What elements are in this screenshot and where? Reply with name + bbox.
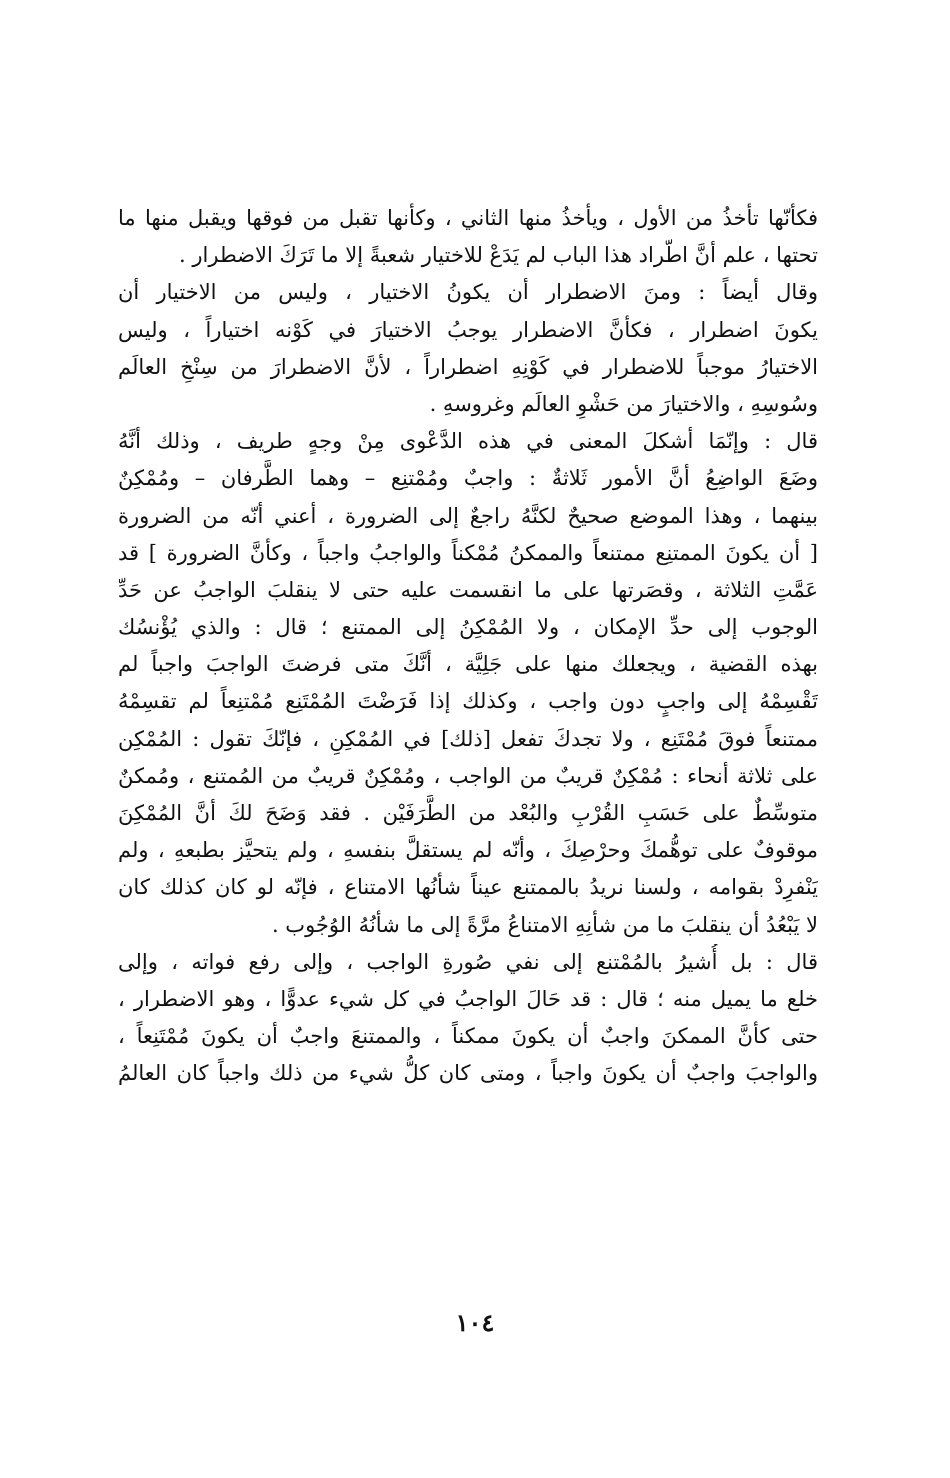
text-line: لا يَبْعُدُ أن ينقلبَ ما من شأنِهِ الامتناعُ مرَّةً إلى ما شأنُهُ الوُجُوب .	[271, 912, 818, 937]
text-line: والواجبَ واجبٌ أن يكونَ واجباً ، ومتى كان كلُّ شيء من ذلك واجباً كان العالمُ	[118, 1061, 818, 1086]
page-number: ١٠٤	[455, 1308, 495, 1337]
text-line: يكونَ اضطرار ، فكأنَّ الاضطرار يوجبُ الاختيارَ في كَوْنه اختياراً ، وليس	[118, 317, 818, 342]
text-line: تَقْسِمْهُ إلى واجبٍ دون واجب ، وكذلك إذا فَرَضْتَ المُمْتَنِع مُمْتنِعاً لم تقسِمْهُ	[118, 689, 818, 714]
text-line: وقال أيضاً : ومنَ الاضطرار أن يكونُ الاختيار ، وليس من الاختيار أن	[118, 280, 818, 305]
text-line: موقوفٌ على توهُّمكَ وحرْصِكَ ، وأنّه لم يستقلَّ بنفسهِ ، ولم يتحيَّز بطبعهِ ، ولم	[118, 838, 818, 863]
text-line: على ثلاثة أنحاء : مُمْكِنٌ قريبٌ من الواجب ، ومُمْكِنٌ قريبٌ من المُمتنع ، ومُمكنٌ	[118, 763, 818, 788]
text-line: قال : وإنّمَا أشكلَ المعنى في هذه الدَّعْوى مِنْ وجهٍ طريف ، وذلك أنَّهُ	[118, 429, 818, 454]
text-line: ممتنعاً فوقَ مُمْتَنِع ، ولا تجدكَ تفعل [ذلك] في المُمْكِنِ ، فإنّكَ تقول : المُمْكِن	[118, 726, 818, 751]
text-line: الاختيارُ موجباً للاضطرار في كَوْنِهِ اضطراراً ، لأنَّ الاضطرارَ من سِنْخِ العالَم	[118, 354, 818, 379]
text-line: بهذه القضية ، ويجعلك منها على جَلِيَّة ، أنَّكَ متى فرضتَ الواجبَ واجباً لم	[118, 652, 818, 677]
text-line: وضَعَ الواضِعُ أنَّ الأمور ثَلاثةٌ : واجبٌ ومُمْتنِع – وهما الطَّرفان – ومُمْكِنٌ	[118, 466, 818, 491]
text-line: قال : بل أُشيرُ بالمُمْتنع إلى نفي صُورةِ الواجب ، وإلى رفع فواته ، وإلى	[118, 949, 818, 974]
text-line: [ أن يكونَ الممتنِع ممتنعاً والممكنُ مُمْكناً والواجبُ واجباً ، وكأنَّ الضرورة ] قد	[118, 540, 818, 565]
text-line: متوسِّطٌ على حَسَبِ القُرْبِ والبُعْد من الطَّرَفَيْن . فقد وَضَحَ لكَ أنَّ المُمْكِنَ	[118, 801, 818, 825]
body-text	[118, 200, 818, 1093]
text-line: تحتها ، علم أنَّ اطّراد هذا الباب لم يَدَعْ للاختيار شعبةً إلا ما تَرَكَ الاضطرار .	[179, 243, 818, 268]
text-line: بينهما ، وهذا الموضع صحيحٌ لكنَّهُ راجعٌ إلى الضرورة ، أعني أنّه من الضرورة	[118, 503, 818, 528]
text-line: فكأنّها تأخذُ من الأول ، ويأخذُ منها الثاني ، وكأنها تقبل من فوقها ويقبل منها ما	[118, 206, 818, 230]
text-line: الوجوب إلى حدِّ الإمكان ، ولا المُمْكِنُ إلى الممتنع ؛ قال : والذي يُؤْنسُك	[118, 615, 818, 640]
text-line: يَنْفرِدْ بقوامه ، ولسنا نريدُ بالممتنع عيناً شأنُها الامتناع ، فإنّه لو كان كذلك كان	[118, 875, 818, 900]
text-line: عَمَّتِ الثلاثة ، وقصَرتها على ما انقسمت عليه حتى لا ينقلبَ الواجبُ عن حَدِّ	[118, 577, 818, 602]
text-line: خلع ما يميل منه ؛ قال : قد حَالَ الواجبُ في كل شيء عدوًّا ، وهو الاضطرار ،	[118, 986, 818, 1011]
text-line: وسُوسِهِ ، والاختيارَ من حَشْوِ العالَم وغروسهِ .	[429, 391, 818, 416]
text-line: حتى كأنَّ الممكنَ واجبٌ أن يكونَ ممكناً ، والممتنعَ واجبٌ أن يكونَ مُمْتَنِعاً ،	[118, 1024, 818, 1049]
